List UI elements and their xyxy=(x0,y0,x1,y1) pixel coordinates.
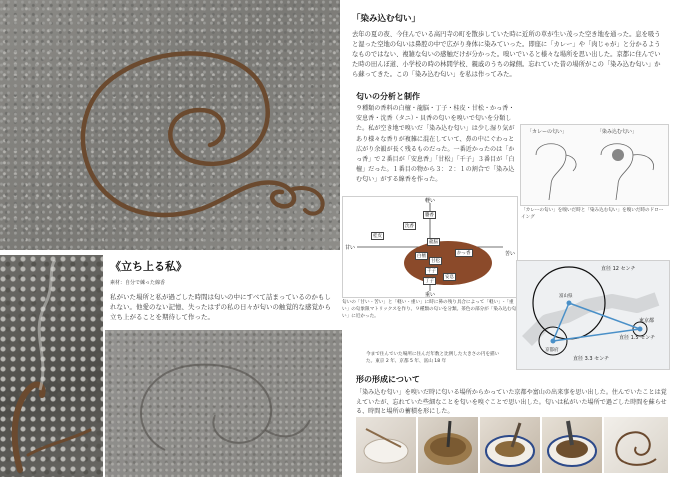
drawing-figure xyxy=(520,124,669,206)
map-bottom-label: 直径 3.3 センチ xyxy=(573,356,610,362)
residence-map-figure xyxy=(516,260,670,370)
axis-right: 苦い xyxy=(505,251,516,257)
matrix-item: 安息 xyxy=(445,275,454,280)
incense-photo-traces xyxy=(105,330,342,477)
analysis-section-title: 匂いの分析と制作 xyxy=(356,92,420,101)
matrix-item: 丁子 xyxy=(425,279,434,284)
rising-self-body: 私がいた場所と私が過ごした時間は匂いの中にすべて詰まっているのかもしれない。他愛のない記憶、失ったはずの私の日々が匂いの触覚的な感覚から立ち上がることを期待して作った。 xyxy=(110,293,331,321)
map-toyama-label: 富山県 xyxy=(559,294,573,299)
form-section-body: 「染み込む匂い」を嗅いだ時に匂いる場所からかっていた京都や富山の出来事を思い出した。住んでいたことは覚えていたが、忘れていた些細なことを匂いを嗅ぐことで思い出した。匂いは私がいた場所で過ごした時間を蘇らせる、時間と場所の蓄積を形にした。 xyxy=(356,389,667,416)
matrix-item: 白檀 xyxy=(417,254,426,259)
map-tokyo-label: 東京都 xyxy=(639,318,655,324)
smell-section-body: 去年の夏の夜、今住んでいる高円寺の町を散歩していた時に近所の草が生い茂った空き地を通った。息を吸うと湿った空地の匂いは鼻腔の中で広がり身体に染みていった。即座に「カレー」や「肉じゃが」と分かるようなものではない、複雑な匂いの感触だけが分かった。嗅いでいると様々な場所を思い出した。京都に住んでいた時の田んぼ道、小学校の時の林間学校、親戚のうちの縁側。忘れていた昔の場所がこの「染み込む匂い」から蘇ってきた。この「染み込む匂い」を私は作ってみた。 xyxy=(352,31,661,78)
rising-self-title: 《立ち上る私》 xyxy=(110,260,187,273)
drawing-caption: 「カレーの匂い」を嗅いだ時と「染み込む匂い」を嗅いだ時のドローイング xyxy=(521,208,664,220)
map-mid-label: 直径 1.5 センチ xyxy=(619,335,656,341)
drawing-label-curry: 「カレーの匂い」 xyxy=(527,129,568,135)
matrix-item: 桂皮 xyxy=(373,234,382,239)
process-photo-5 xyxy=(604,417,668,473)
matrix-item: 龍脳 xyxy=(429,240,438,245)
matrix-item: 千子 xyxy=(427,269,436,274)
matrix-item: 麝香 xyxy=(425,213,434,218)
form-section-title: 形の形成について xyxy=(356,375,420,384)
axis-left: 甘い xyxy=(345,245,356,251)
smell-section-title: 「染み込む匂い」 xyxy=(352,14,421,24)
drawing-label-smell: 「染み込む匂い」 xyxy=(597,129,638,135)
scent-matrix-figure xyxy=(342,196,518,298)
map-kyoto-label: 京都府 xyxy=(545,348,559,353)
map-top-label: 直径 12 センチ xyxy=(601,266,636,272)
incense-photo-burning xyxy=(0,255,103,477)
incense-photo-top xyxy=(0,0,340,250)
axis-bottom: 重い xyxy=(424,292,436,297)
process-photo-4 xyxy=(542,417,602,473)
process-photo-1 xyxy=(356,417,416,473)
map-caption: 今まで住んでいた場所に住んだ年数と比例した大きさの円を描いた。東京 2 年、京都 5 年、富山 18 年 xyxy=(366,352,500,364)
rising-self-material: 素材：自分で練った線香 xyxy=(110,280,166,286)
process-photo-3 xyxy=(480,417,540,473)
matrix-item: かっ香 xyxy=(457,251,471,256)
axis-top: 軽い xyxy=(424,198,436,204)
matrix-caption: 匂いの「甘い - 苦い」と「軽い - 重い」に時に鼻の残り具合によって「軽い」-「重い」の匂象限マトリックスを作り、９種類の匂いを分類。茶色の部分が「染み込む匂い」に近かった。 xyxy=(342,300,517,319)
process-photo-2 xyxy=(418,417,478,473)
analysis-section-body: ９種類の香料の白檀・龍脳・丁子・桂皮・甘松・かっ香・安息香・沈香（タニ）・貝香の匂いを嗅いで匂いを分類した。私が空き地で嗅いだ「染み込む匂い」は少し湿り気があり様々な香りが複雑に混在していて、鼻の中にぐわっと広がり余韻が長く残るものだった。一番近かったのは「かっ香」で２番目が「安息香」「甘松」「千子」３番目が「白檀」だった。１番目の物から３：２：１の割合で「染み込む匂い」がする線香を作った。 xyxy=(356,105,515,184)
matrix-item: 甘松 xyxy=(431,259,440,264)
incense-spiral-drawing xyxy=(0,0,340,250)
matrix-item: 沈香 xyxy=(405,224,414,229)
